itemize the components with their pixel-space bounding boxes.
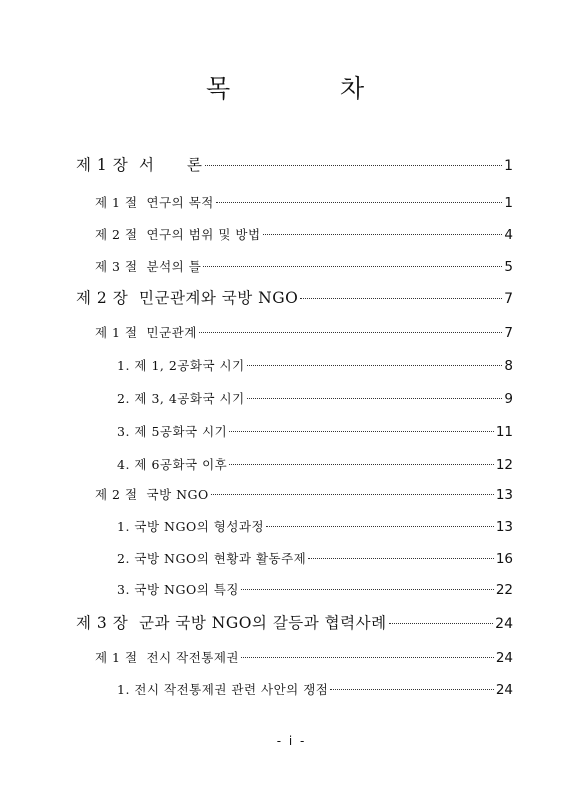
toc-chapter-3[interactable]: [76, 613, 513, 634]
toc-item-2-1-4[interactable]: [117, 455, 513, 475]
toc-entry-label: 제 1 절 전시 작전통제권: [95, 650, 239, 665]
toc-section-2-2[interactable]: [95, 485, 513, 505]
toc-section-1-1[interactable]: [95, 193, 513, 213]
toc-chapter-1[interactable]: [76, 155, 513, 176]
toc-item-2-2-3[interactable]: [117, 580, 513, 600]
page-number-footer: - i -: [276, 734, 307, 748]
toc-entry-page: 8: [504, 358, 513, 374]
toc-entry-page: 12: [495, 457, 513, 473]
toc-entry-page: 4: [504, 227, 513, 243]
dot-leader: [266, 526, 494, 527]
toc-section-1-3[interactable]: [95, 257, 513, 277]
toc-entry-page: 22: [495, 582, 513, 598]
toc-entry-label: 제 3 절 분석의 틀: [95, 259, 202, 274]
toc-entry-label: 제 2 장 민군관계와 국방 NGO: [76, 289, 299, 307]
toc-section-1-2[interactable]: [95, 225, 513, 245]
toc-entry-label: 제 3 장 군과 국방 NGO의 갈등과 협력사례: [76, 614, 387, 632]
toc-entry-label: 3. 제 5공화국 시기: [117, 424, 228, 439]
toc-entry-page: 1: [504, 195, 513, 211]
toc-entry-label: 제 1 절 민군관계: [95, 325, 197, 340]
toc-entry-page: 7: [504, 325, 513, 341]
toc-entry-label: 제 1 장 서 론: [76, 156, 203, 174]
toc-entry-page: 24: [495, 650, 513, 666]
dot-leader: [211, 494, 494, 495]
dot-leader: [300, 298, 502, 299]
dot-leader: [199, 332, 503, 333]
dot-leader: [308, 558, 494, 559]
toc-entry-label: 제 2 절 연구의 범위 및 방법: [95, 227, 261, 242]
toc-entry-label: 1. 전시 작전통제권 관련 사안의 쟁점: [117, 682, 329, 697]
toc-item-2-1-2[interactable]: [117, 389, 513, 409]
toc-entry-page: 24: [495, 682, 513, 698]
dot-leader: [216, 202, 503, 203]
toc-title-char-2: 차: [340, 74, 366, 103]
dot-leader: [330, 689, 493, 690]
toc-title-char-1: 목: [206, 74, 232, 103]
toc-item-2-1-1[interactable]: [117, 356, 513, 376]
dot-leader: [263, 234, 503, 235]
toc-entry-label: 3. 국방 NGO의 특징: [117, 582, 239, 597]
toc-item-2-2-1[interactable]: [117, 517, 513, 537]
dot-leader: [247, 398, 503, 399]
toc-entry-page: 9: [504, 391, 513, 407]
toc-entry-page: 5: [504, 259, 513, 275]
dot-leader: [229, 431, 494, 432]
dot-leader: [205, 165, 503, 166]
toc-entry-label: 2. 국방 NGO의 현황과 활동주제: [117, 551, 307, 566]
toc-entry-page: 13: [495, 519, 513, 535]
toc-entry-label: 제 1 절 연구의 목적: [95, 195, 214, 210]
toc-entry-page: 11: [495, 424, 513, 440]
toc-entry-label: 2. 제 3, 4공화국 시기: [117, 391, 245, 406]
toc-entry-label: 4. 제 6공화국 이후: [117, 457, 228, 472]
toc-item-3-1-1[interactable]: [117, 680, 513, 700]
toc-entry-page: 24: [495, 616, 513, 632]
toc-section-2-1[interactable]: [95, 323, 513, 343]
toc-chapter-2[interactable]: [76, 288, 513, 309]
toc-entry-label: 1. 국방 NGO의 형성과정: [117, 519, 265, 534]
toc-item-2-1-3[interactable]: [117, 422, 513, 442]
dot-leader: [247, 365, 503, 366]
toc-entry-label: 제 2 절 국방 NGO: [95, 487, 209, 502]
dot-leader: [229, 464, 494, 465]
toc-entry-page: 7: [504, 291, 513, 307]
toc-entry-page: 13: [495, 487, 513, 503]
toc-entry-page: 16: [495, 551, 513, 567]
dot-leader: [241, 657, 494, 658]
toc-item-2-2-2[interactable]: [117, 549, 513, 569]
toc-entry-page: 1: [504, 158, 513, 174]
toc-title: [0, 74, 583, 106]
toc-section-3-1[interactable]: [95, 648, 513, 668]
toc-entry-label: 1. 제 1, 2공화국 시기: [117, 358, 245, 373]
dot-leader: [241, 589, 494, 590]
dot-leader: [389, 623, 494, 624]
dot-leader: [203, 266, 502, 267]
